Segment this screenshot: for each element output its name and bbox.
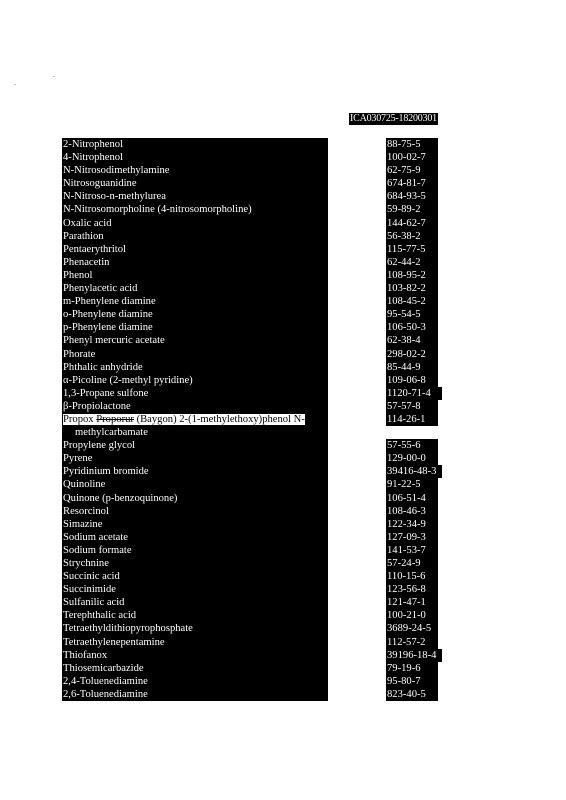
chemical-name-continuation: methylcarbamate: [75, 427, 148, 439]
scan-speck: [53, 76, 55, 77]
cas-number-column: [386, 138, 442, 701]
chemical-name: Simazine: [62, 518, 328, 531]
chemical-name: Propylene glycol: [62, 439, 328, 452]
chemical-name: Sulfanilic acid: [62, 596, 328, 609]
chemical-name-edited: [62, 413, 328, 439]
cas-number: 115-77-5: [386, 243, 438, 256]
cas-number: 823-40-5: [386, 688, 438, 701]
chemical-name: Phthalic anhydride: [62, 361, 328, 374]
chemical-name-part: Propox: [63, 413, 94, 425]
document-id: ICA030725-18200301: [350, 113, 437, 124]
chemical-name: 4-Nitrophenol: [62, 151, 328, 164]
cas-number: 39196-18-4: [386, 649, 442, 662]
cas-number: 122-34-9: [386, 518, 438, 531]
cas-number: 100-02-7: [386, 151, 438, 164]
cas-number: 62-38-4: [386, 334, 438, 347]
chemical-name: α-Picoline (2-methyl pyridine): [62, 374, 328, 387]
cas-number: 79-19-6: [386, 662, 438, 675]
cas-number: 298-02-2: [386, 348, 438, 361]
cas-number: 95-54-5: [386, 308, 438, 321]
chemical-name: Thiosemicarbazide: [62, 662, 328, 675]
cas-number: 62-44-2: [386, 256, 438, 269]
chemical-name: Pyrene: [62, 452, 328, 465]
cas-number: 103-82-2: [386, 282, 438, 295]
chemical-name: o-Phenylene diamine: [62, 308, 328, 321]
chemical-name: Strychnine: [62, 557, 328, 570]
cas-number: 39416-48-3: [386, 465, 442, 478]
chemical-name: Terephthalic acid: [62, 609, 328, 622]
chemical-name: Resorcinol: [62, 505, 328, 518]
chemical-name: Phenol: [62, 269, 328, 282]
cas-number: 85-44-9: [386, 361, 438, 374]
chemical-name: Phenacetin: [62, 256, 328, 269]
chemical-name: Tetraethyldithiopyrophosphate: [62, 622, 328, 635]
cas-number: 106-51-4: [386, 492, 438, 505]
cas-number: 123-56-8: [386, 583, 438, 596]
chemical-name: 2,6-Toluenediamine: [62, 688, 328, 701]
chemical-name: Quinone (p-benzoquinone): [62, 492, 328, 505]
chemical-name: Phenylacetic acid: [62, 282, 328, 295]
chemical-name-column: [62, 138, 328, 701]
chemical-name: N-Nitrosomorpholine (4-nitrosomorpholine): [62, 203, 328, 216]
chemical-name: Phenyl mercuric acetate: [62, 334, 328, 347]
cas-number: 88-75-5: [386, 138, 438, 151]
chemical-name: Sodium acetate: [62, 531, 328, 544]
chemical-name: Pyridinium bromide: [62, 465, 328, 478]
cas-number: 127-09-3: [386, 531, 438, 544]
cas-number: 674-81-7: [386, 177, 438, 190]
chemical-name: Phorate: [62, 348, 328, 361]
cas-number: 57-57-8: [386, 400, 438, 413]
chemical-name: N-Nitroso-n-methylurea: [62, 190, 328, 203]
cas-number: 108-46-3: [386, 505, 438, 518]
cas-number: 114-26-1: [386, 413, 438, 426]
chemical-name: Tetraethylenepentamine: [62, 636, 328, 649]
struck-text: Proporur: [96, 413, 134, 425]
cas-number: 57-24-9: [386, 557, 438, 570]
scan-speck: [14, 84, 16, 85]
cas-number: 121-47-1: [386, 596, 438, 609]
chemical-name: p-Phenylene diamine: [62, 321, 328, 334]
chemical-name: Thiofanox: [62, 649, 328, 662]
cas-number: 100-21-0: [386, 609, 438, 622]
cas-number: 95-80-7: [386, 675, 438, 688]
chemical-name: 2-Nitrophenol: [62, 138, 328, 151]
chemical-name: Oxalic acid: [62, 217, 328, 230]
chemical-name: Sodium formate: [62, 544, 328, 557]
cas-number: 108-95-2: [386, 269, 438, 282]
cas-number: 1120-71-4: [386, 387, 442, 400]
cas-number: 59-89-2: [386, 203, 438, 216]
chemical-name: N-Nitrosodimethylamine: [62, 164, 328, 177]
chemical-name: Succinic acid: [62, 570, 328, 583]
chemical-name-part: (Baygon) 2-(1-methylethoxy)phenol N-: [133, 413, 305, 425]
cas-number: 91-22-5: [386, 478, 438, 491]
chemical-name: 2,4-Toluenediamine: [62, 675, 328, 688]
cas-number: 106-50-3: [386, 321, 438, 334]
chemical-name: Succinimide: [62, 583, 328, 596]
cas-number: 684-93-5: [386, 190, 438, 203]
cas-number: 141-53-7: [386, 544, 438, 557]
cas-number: 56-38-2: [386, 230, 438, 243]
cas-number: 3689-24-5: [386, 622, 438, 635]
cas-number: 62-75-9: [386, 164, 438, 177]
chemical-name: Pentaerythritol: [62, 243, 328, 256]
chemical-name: m-Phenylene diamine: [62, 295, 328, 308]
chemical-name: Quinoline: [62, 478, 328, 491]
chemical-name: 1,3-Propane sulfone: [62, 387, 328, 400]
cas-number: 109-06-8: [386, 374, 438, 387]
cas-number: 129-00-0: [386, 452, 438, 465]
cas-number: 57-55-6: [386, 439, 438, 452]
cas-number: 144-62-7: [386, 217, 438, 230]
chemical-name: Nitrosoguanidine: [62, 177, 328, 190]
cas-number: 112-57-2: [386, 636, 438, 649]
cas-number: 108-45-2: [386, 295, 438, 308]
chemical-name: β-Propiolactone: [62, 400, 328, 413]
cas-spacer: [386, 426, 438, 439]
cas-number: 110-15-6: [386, 570, 438, 583]
chemical-name: Parathion: [62, 230, 328, 243]
